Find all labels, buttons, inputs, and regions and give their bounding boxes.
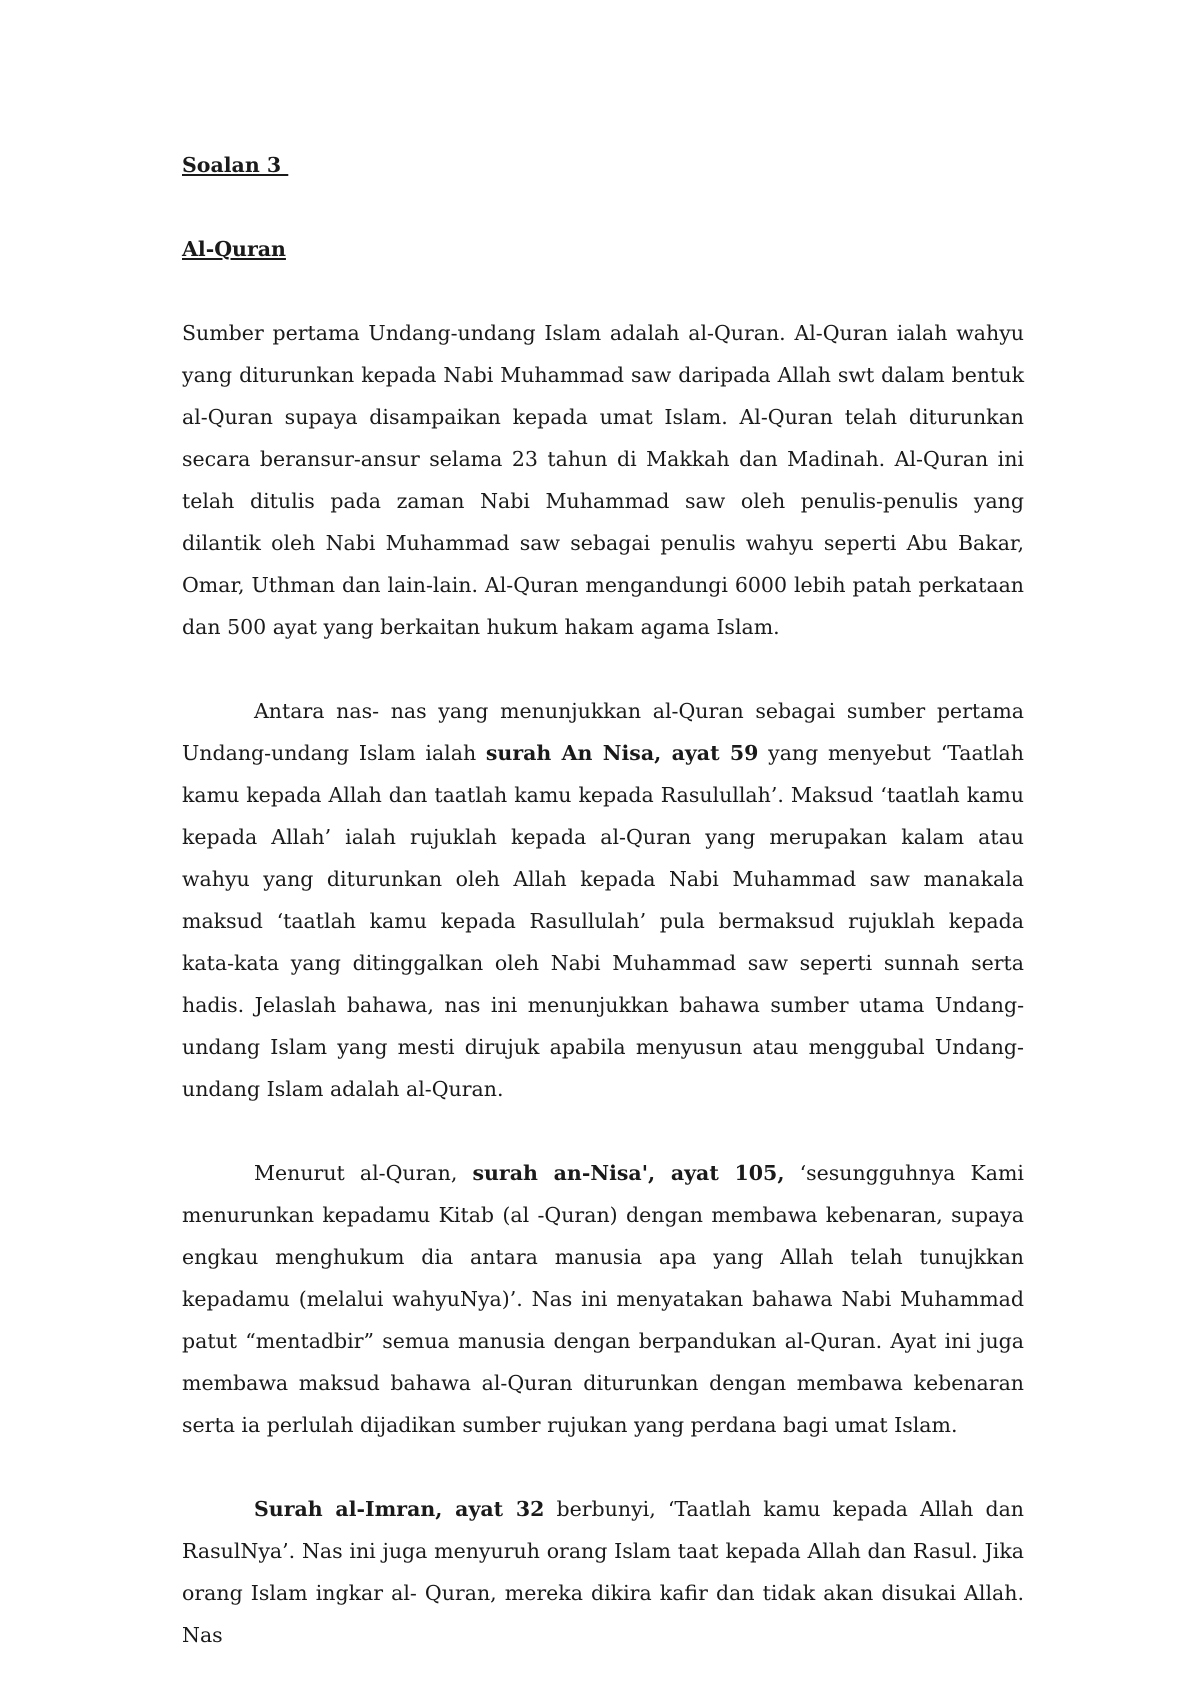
paragraph-4 <box>182 1488 1024 1656</box>
paragraph-text: ‘sesungguhnya Kami menurunkan kepadamu Kitab (al -Quran) dengan membawa kebenaran, supaya engkau menghukum dia antara manusia apa yang Allah telah tunujkkan kepadamu (melalui wahyuNya)’. Nas ini menyatakan bahawa Nabi Muhammad patut “mentadbir” semua manusia dengan berpandukan al-Quran. Ayat ini juga membawa maksud bahawa al-Quran diturunkan dengan membawa kebenaran serta ia perlulah dijadikan sumber rujukan yang perdana bagi umat Islam. <box>182 1161 1024 1437</box>
paragraph-text: Sumber pertama Undang-undang Islam adalah al-Quran. Al-Quran ialah wahyu yang diturunkan kepada Nabi Muhammad saw daripada Allah swt dalam bentuk al-Quran supaya disampaikan kepada umat Islam. Al-Quran telah diturunkan secara beransur-ansur selama 23 tahun di Makkah dan Madinah. Al-Quran ini telah ditulis pada zaman Nabi Muhammad saw oleh penulis-penulis yang dilantik oleh Nabi Muhammad saw sebagai penulis wahyu seperti Abu Bakar, Omar, Uthman dan lain-lain. Al-Quran mengandungi 6000 lebih patah perkataan dan 500 ayat yang berkaitan hukum hakam agama Islam. <box>182 321 1024 639</box>
citation-surah-an-nisa-59: surah An Nisa, ayat 59 <box>485 741 759 765</box>
citation-surah-al-imran-32: Surah al-Imran, ayat 32 <box>254 1497 545 1521</box>
document-body <box>182 144 1024 1656</box>
paragraph-text: berbunyi, ‘Taatlah kamu kepada Allah dan RasulNya’. Nas ini juga menyuruh orang Islam taat kepada Allah dan Rasul. Jika orang Islam ingkar al- Quran, mereka dikira kafir dan tidak akan disukai Allah. Nas <box>182 1497 1024 1647</box>
paragraph-text: Menurut al-Quran, <box>254 1161 473 1185</box>
citation-surah-an-nisa-105: surah an-Nisa', ayat 105, <box>472 1161 785 1185</box>
paragraph-2 <box>182 690 1024 1110</box>
paragraph-1 <box>182 312 1024 648</box>
paragraph-text: Antara nas- nas yang menunjukkan al-Quran sebagai sumber pertama Undang-undang Islam ialah <box>182 699 1024 765</box>
heading-al-quran: Al-Quran <box>182 237 286 261</box>
paragraph-3 <box>182 1152 1024 1446</box>
paragraph-text: yang menyebut ‘Taatlah kamu kepada Allah dan taatlah kamu kepada Rasulullah’. Maksud ‘taatlah kamu kepada Allah’ ialah rujuklah kepada al-Quran yang merupakan kalam atau wahyu yang diturunkan oleh Allah kepada Nabi Muhammad saw manakala maksud ‘taatlah kamu kepada Rasullulah’ pula bermaksud rujuklah kepada kata-kata yang ditinggalkan oleh Nabi Muhammad saw seperti sunnah serta hadis. Jelaslah bahawa, nas ini menunjukkan bahawa sumber utama Undang-undang Islam yang mesti dirujuk apabila menyusun atau menggubal Undang-undang Islam adalah al-Quran. <box>182 741 1024 1101</box>
heading-soalan: Soalan 3 <box>182 153 289 177</box>
